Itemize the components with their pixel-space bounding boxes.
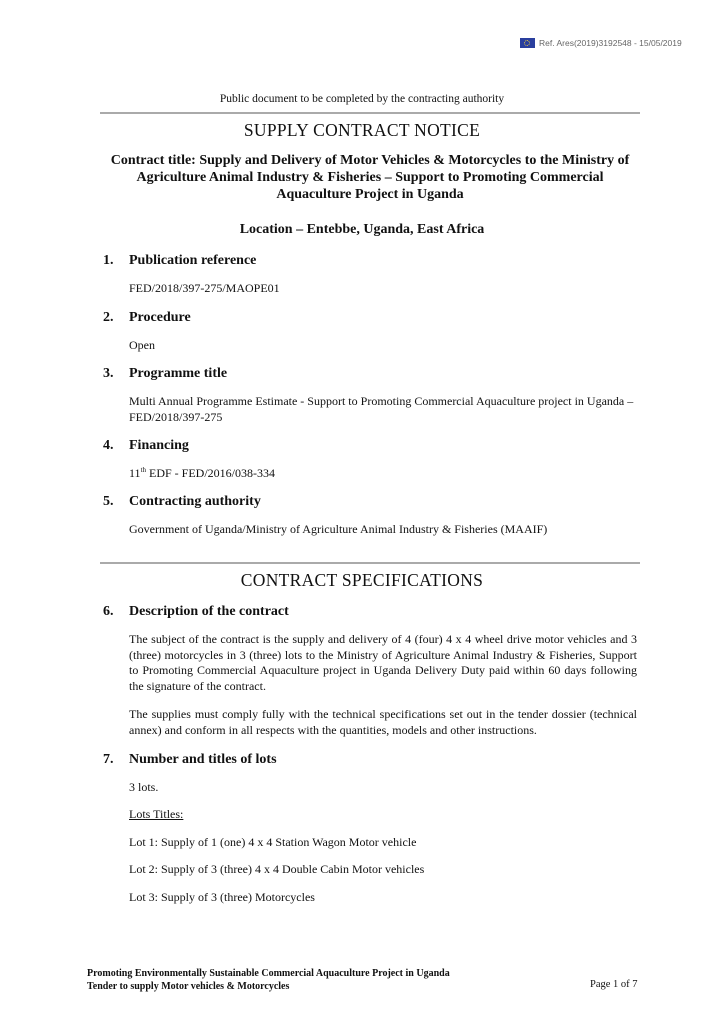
financing-value: 11th EDF - FED/2016/038-334 bbox=[129, 466, 276, 480]
page-title: SUPPLY CONTRACT NOTICE bbox=[243, 120, 481, 140]
section-title-procedure: Procedure bbox=[129, 310, 191, 325]
section-title-lots: Number and titles of lots bbox=[129, 752, 277, 767]
footer-tender-line: Tender to supply Motor vehicles & Motorcycles bbox=[87, 981, 290, 992]
publication-reference-value: FED/2018/397-275/MAOPE01 bbox=[129, 281, 280, 295]
footer-project-line: Promoting Environmentally Sustainable Commercial Aquaculture Project in Uganda bbox=[87, 968, 450, 979]
section-title-programme-title: Programme title bbox=[129, 366, 228, 381]
ares-reference-text: Ref. Ares(2019)3192548 - 15/05/2019 bbox=[539, 38, 682, 48]
section-number: 1. bbox=[103, 253, 114, 268]
eu-flag-icon bbox=[520, 38, 535, 48]
specifications-title: CONTRACT SPECIFICATIONS bbox=[240, 570, 484, 590]
page-number: Page 1 of 7 bbox=[590, 979, 638, 990]
contracting-authority-value: Government of Uganda/Ministry of Agriculture Animal Industry & Fisheries (MAAIF) bbox=[129, 522, 548, 536]
programme-title-value: Multi Annual Programme Estimate - Support to Promoting Commercial Aquaculture project in Uganda – FED/2018/397-275 bbox=[129, 394, 634, 424]
section-title-financing: Financing bbox=[129, 438, 189, 453]
notice-subtitle: Public document to be completed by the contracting authority bbox=[219, 93, 505, 105]
location: Location – Entebbe, Uganda, East Africa bbox=[239, 222, 485, 237]
top-divider bbox=[100, 112, 640, 114]
description-paragraph-1: The subject of the contract is the supply and delivery of 4 (four) 4 x 4 wheel drive motor vehicles and 3 (three) motorcycles in 3 (three) lots to the Ministry of Agriculture Animal Industry & Fisheries, Support to Promoting Commercial Aquaculture project in Uganda Delivery Duty paid within 60 days following the signature of the contract. bbox=[129, 632, 637, 693]
lots-heading: Lots Titles: bbox=[129, 807, 184, 821]
lots-count: 3 lots. bbox=[129, 780, 159, 794]
lot-item-3: Lot 3: Supply of 3 (three) Motorcycles bbox=[129, 890, 315, 904]
procedure-value: Open bbox=[129, 338, 155, 352]
section-number: 6. bbox=[103, 604, 114, 619]
section-number: 4. bbox=[103, 438, 114, 453]
section-number: 7. bbox=[103, 752, 114, 767]
description-paragraph-2: The supplies must comply fully with the technical specifications set out in the tender dossier (technical annex) and conform in all respects with the quantities, models and other instructions. bbox=[129, 707, 637, 737]
section-title-description: Description of the contract bbox=[129, 604, 289, 619]
section-number: 2. bbox=[103, 310, 114, 325]
lot-item-1: Lot 1: Supply of 1 (one) 4 x 4 Station Wagon Motor vehicle bbox=[129, 835, 417, 849]
ares-reference bbox=[520, 38, 682, 48]
lot-item-2: Lot 2: Supply of 3 (three) 4 x 4 Double Cabin Motor vehicles bbox=[129, 862, 425, 876]
section-title-publication-reference: Publication reference bbox=[129, 253, 257, 268]
contract-title: Contract title: Supply and Delivery of Motor Vehicles & Motorcycles to the Ministry of Agriculture Animal Industry & Fisheries – Support to Promoting Commercial Aquaculture Project in Uganda bbox=[110, 153, 630, 202]
middle-divider bbox=[100, 562, 640, 564]
section-number: 5. bbox=[103, 494, 114, 509]
section-number: 3. bbox=[103, 366, 114, 381]
section-title-contracting-authority: Contracting authority bbox=[129, 494, 261, 509]
